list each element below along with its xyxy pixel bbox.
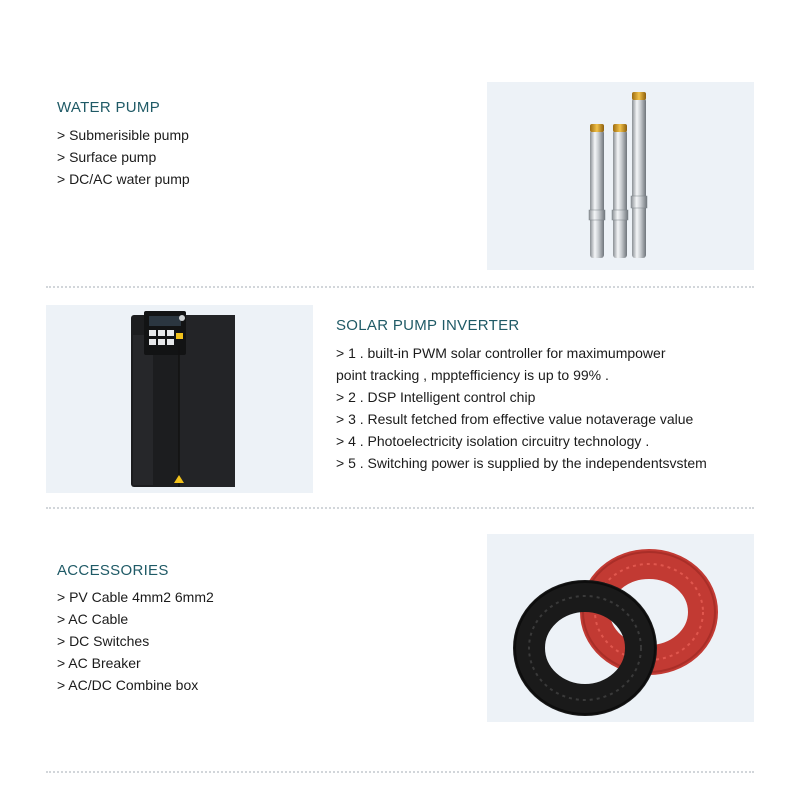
accessories-list	[57, 586, 214, 696]
water-pump-list	[57, 124, 190, 190]
list-item: > 2 . DSP Intelligent control chip	[336, 389, 536, 405]
list-item: > 4 . Photoelectricity isolation circuitry technology .	[336, 433, 650, 449]
list-item: > DC/AC water pump	[57, 171, 190, 187]
water-pump-heading: WATER PUMP	[57, 99, 160, 116]
inverter-image	[46, 305, 313, 493]
cable-illustration	[487, 534, 754, 722]
list-item: > AC/DC Combine box	[57, 677, 199, 693]
divider	[46, 507, 754, 509]
cable-image	[487, 534, 754, 722]
list-item: > Surface pump	[57, 149, 157, 165]
list-item: > 1 . built-in PWM solar controller for maximumpower	[336, 345, 666, 361]
list-item: > DC Switches	[57, 633, 150, 649]
accessories-heading: ACCESSORIES	[57, 562, 169, 579]
list-item: > Submerisible pump	[57, 127, 189, 143]
inverter-section	[0, 300, 800, 510]
list-item: > 5 . Switching power is supplied by the independentsvstem	[336, 455, 707, 471]
divider	[46, 286, 754, 288]
divider	[46, 771, 754, 773]
list-item: > PV Cable 4mm2 6mm2	[57, 589, 214, 605]
inverter-heading: SOLAR PUMP INVERTER	[336, 317, 520, 334]
accessories-section	[0, 510, 800, 790]
pump-image	[487, 82, 754, 270]
pump-illustration	[487, 82, 754, 270]
inverter-feature-list	[336, 342, 707, 474]
list-item: > AC Cable	[57, 611, 129, 627]
inverter-illustration	[46, 305, 313, 493]
list-item: > 3 . Result fetched from effective value notaverage value	[336, 411, 694, 427]
list-item: > AC Breaker	[57, 655, 141, 671]
water-pump-section	[0, 0, 800, 300]
list-item: point tracking , mpptefficiency is up to 99% .	[336, 367, 609, 383]
